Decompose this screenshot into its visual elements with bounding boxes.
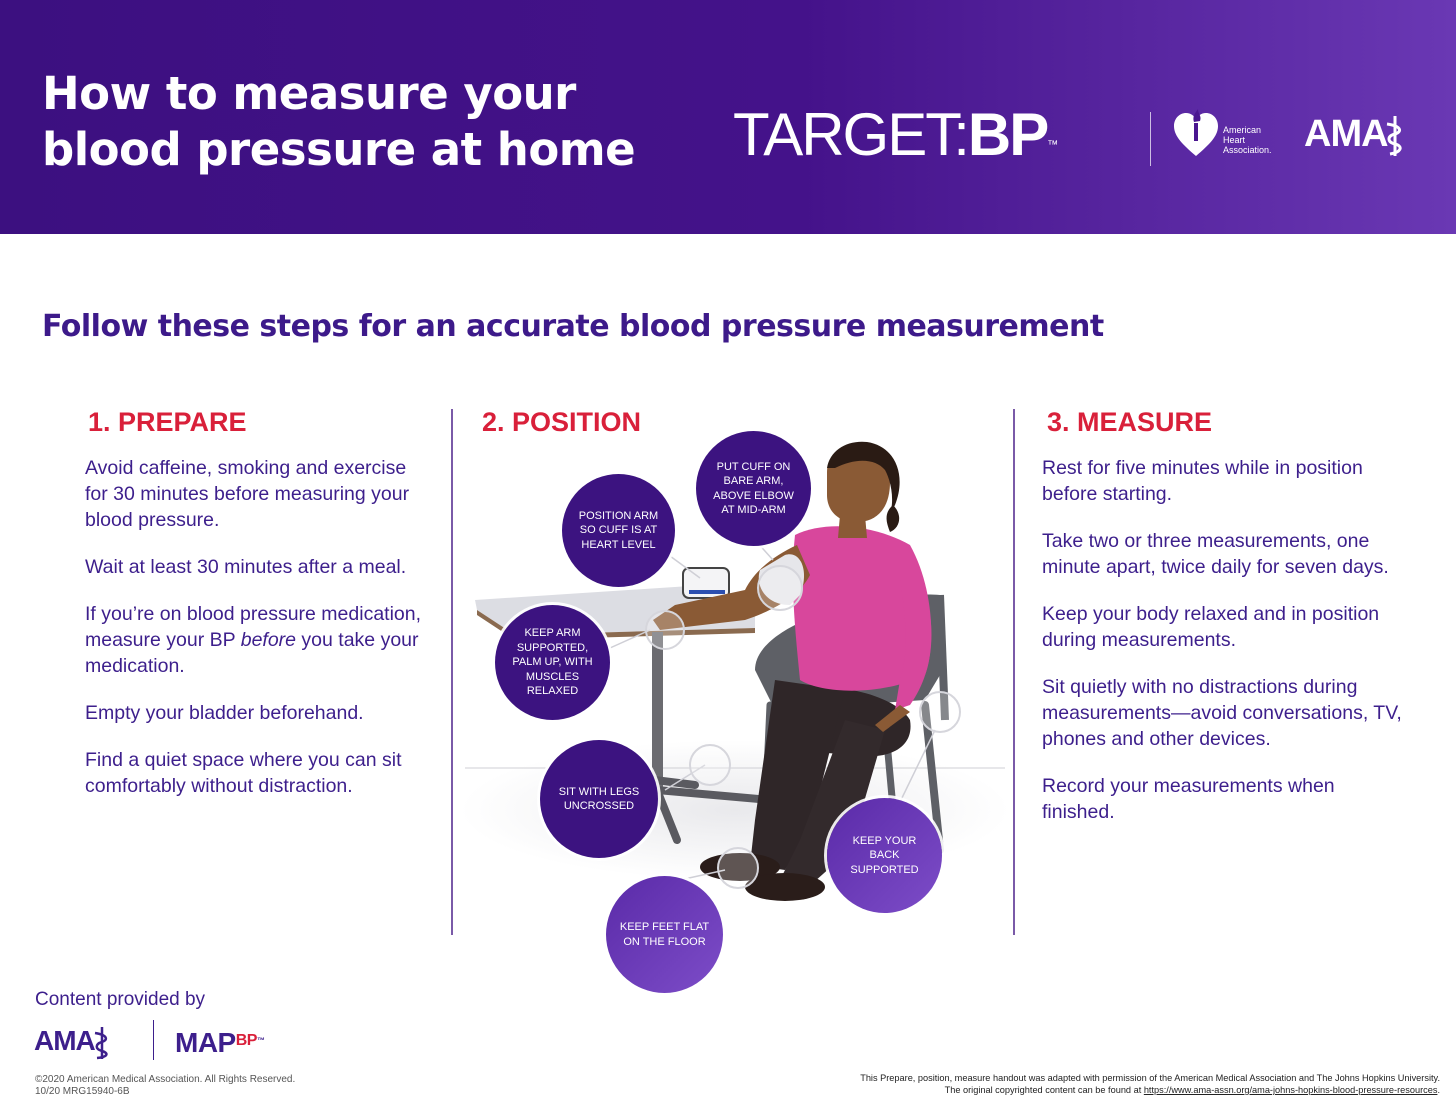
target-bp-logo (733, 100, 1058, 170)
prepare-title: 1. PREPARE (88, 407, 247, 437)
mapbp-logo (175, 1026, 264, 1060)
bubble-arm-supported (495, 605, 610, 720)
caduceus-icon (91, 1025, 113, 1061)
prepare-list (85, 455, 430, 820)
logo-divider (1150, 112, 1151, 166)
medication-text-end: you take your medication. (85, 629, 419, 677)
measure-item: Take two or three measurements, one minute apart, twice daily for seven days. (1042, 530, 1389, 578)
bubble-back-supported-label: KEEP YOUR BACK SUPPORTED (850, 834, 919, 876)
bubble-cuff-bare-arm-label: PUT CUFF ON BARE ARM, ABOVE ELBOW AT MID-ARM (713, 460, 794, 516)
bubble-arm-heart-level-label: POSITION ARM SO CUFF IS AT HEART LEVEL (578, 509, 659, 551)
target-bp-logo-tm: ™ (1047, 139, 1059, 151)
measure-title: 3. MEASURE (1047, 407, 1213, 437)
ama-logo-header-text: AMA (1304, 113, 1388, 155)
resources-link[interactable]: https://www.ama-assn.org/ama-johns-hopkins-blood-pressure-resources (1143, 1085, 1438, 1095)
attribution-disclaimer (860, 1072, 1440, 1096)
title-line-1: How to measure your (42, 67, 576, 120)
mapbp-logo-map: MAP (175, 1027, 236, 1058)
bubble-cuff-bare-arm (696, 431, 811, 546)
ama-logo-footer-text: AMA (34, 1025, 95, 1056)
mapbp-logo-bp: BP (235, 1032, 257, 1049)
measure-item: Record your measurements when finished. (1042, 775, 1335, 823)
prepare-item: Empty your bladder beforehand. (85, 702, 364, 724)
measure-list (1042, 455, 1402, 846)
medication-text-emphasis: before (240, 629, 297, 651)
header-banner (0, 0, 1456, 234)
ama-logo-header (1304, 112, 1408, 158)
aha-logo-line-3: Association. (1223, 145, 1272, 155)
copyright-notice (35, 1074, 295, 1098)
position-title: 2. POSITION (482, 407, 642, 437)
prepare-item-medication (85, 601, 430, 679)
heart-torch-icon (1172, 108, 1220, 160)
mapbp-logo-tm: ™ (256, 1036, 265, 1045)
bubble-feet-flat (606, 876, 723, 993)
prepare-item: Avoid caffeine, smoking and exercise for 30 minutes before measuring your blood pressure. (85, 457, 410, 531)
copyright-line-1: ©2020 American Medical Association. All Rights Reserved. (35, 1074, 296, 1085)
prepare-item: Find a quiet space where you can sit comfortably without distraction. (85, 749, 402, 797)
title-line-2: blood pressure at home (42, 123, 636, 176)
section-heading: Follow these steps for an accurate blood pressure measurement (42, 309, 1104, 344)
ama-logo-footer (34, 1024, 113, 1061)
page-title (42, 66, 635, 178)
disclaimer-line-1: This Prepare, position, measure handout was adapted with permission of the American Medical Association and The Johns Hopkins University. (860, 1073, 1440, 1083)
target-bp-logo-bp: BP (967, 101, 1048, 168)
bubble-feet-flat-label: KEEP FEET FLAT ON THE FLOOR (619, 921, 710, 948)
copyright-line-2: 10/20 MRG15940-6B (35, 1086, 130, 1097)
disclaimer-line-2-text: The original copyrighted content can be found at (944, 1085, 1144, 1095)
bubble-back-supported (827, 798, 942, 913)
disclaimer-line-2 (860, 1084, 1440, 1096)
target-bp-logo-target: TARGET: (733, 101, 968, 168)
medication-text-start: If you’re on blood pressure medication, measure your BP (85, 603, 422, 651)
column-divider-left (451, 409, 453, 935)
disclaimer-line-2-period: . (1437, 1085, 1440, 1095)
measure-item: Sit quietly with no distractions during measurements—avoid conversations, TV, phones and other devices. (1042, 676, 1402, 750)
bubble-legs-uncrossed-label: SIT WITH LEGS UNCROSSED (558, 785, 640, 812)
position-illustration (455, 420, 1015, 1020)
prepare-item: Wait at least 30 minutes after a meal. (85, 556, 407, 578)
aha-logo-text (1223, 125, 1272, 155)
content-provided-by: Content provided by (35, 989, 206, 1010)
bubble-arm-supported-label: KEEP ARM SUPPORTED, PALM UP, WITH MUSCLES RELAXED (512, 627, 593, 698)
aha-logo-line-1: American (1223, 125, 1262, 135)
measure-item: Rest for five minutes while in position before starting. (1042, 457, 1363, 505)
bubble-arm-heart-level (562, 474, 675, 587)
caduceus-icon (1382, 114, 1408, 158)
aha-logo-line-2: Heart (1223, 135, 1246, 145)
measure-item: Keep your body relaxed and in position during measurements. (1042, 603, 1380, 651)
footer-logo-divider (153, 1020, 154, 1060)
bubble-legs-uncrossed (540, 740, 658, 858)
